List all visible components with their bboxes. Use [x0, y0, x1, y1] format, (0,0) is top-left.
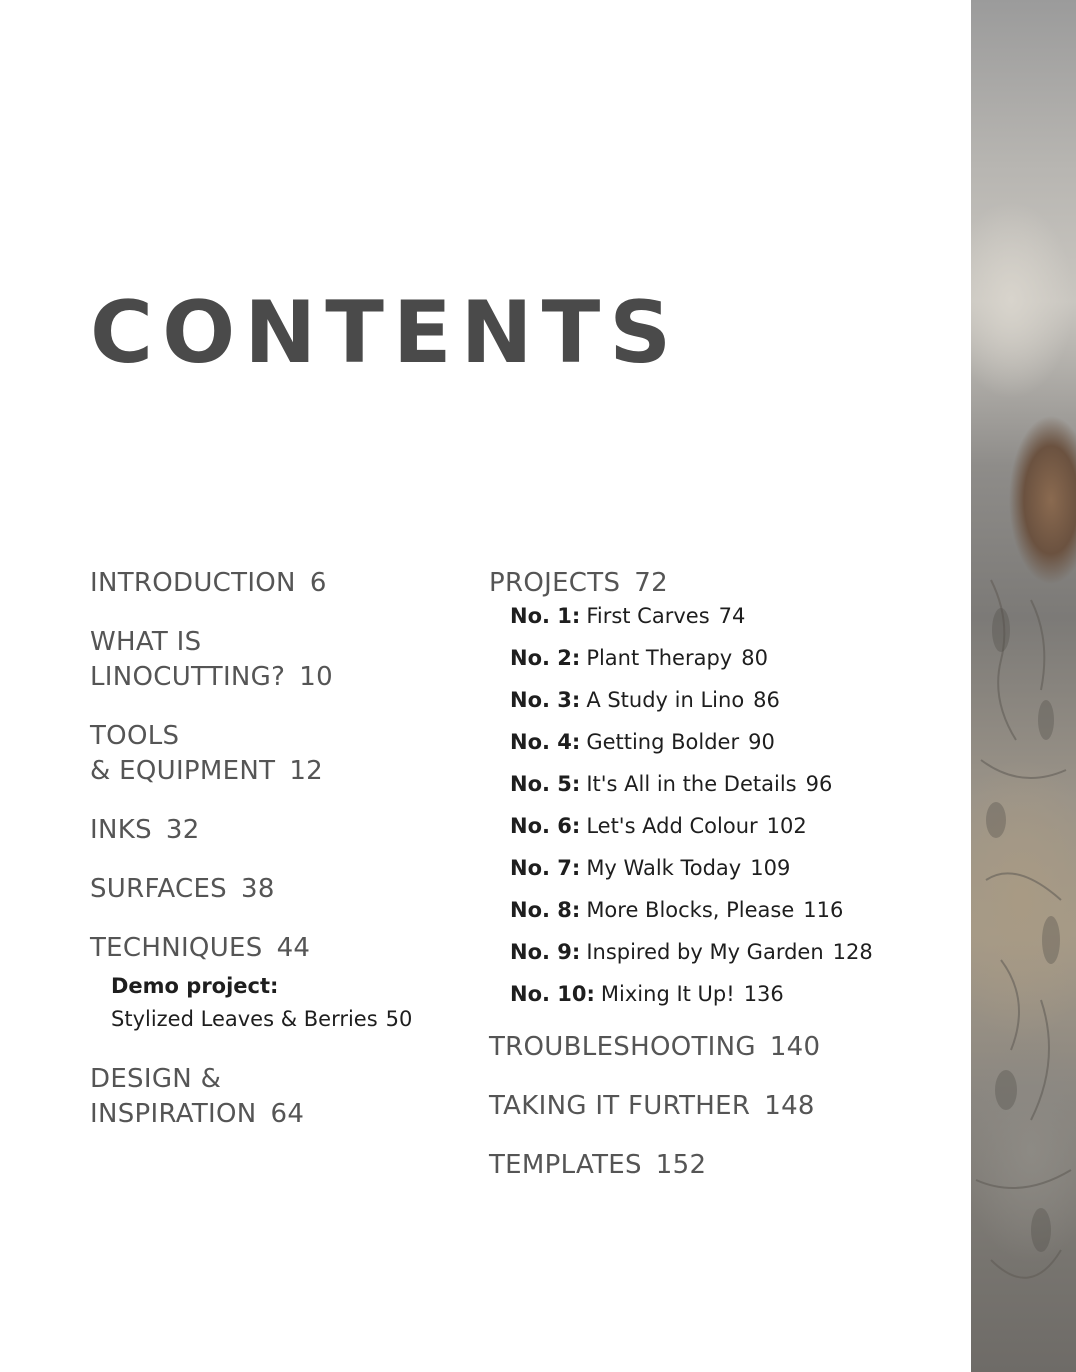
- project-item[interactable]: [510, 847, 949, 889]
- project-item[interactable]: [510, 973, 949, 1015]
- project-number: No. 7:: [510, 856, 581, 880]
- toc-entry-page: 44: [276, 933, 311, 963]
- project-number: No. 2:: [510, 646, 581, 670]
- toc-entry-templates[interactable]: [489, 1148, 949, 1183]
- demo-project-title: Stylized Leaves & Berries: [111, 1007, 378, 1031]
- toc-entry-page: 148: [764, 1091, 815, 1121]
- toc-entry-page: 12: [289, 756, 323, 786]
- toc-entry-page: 10: [299, 662, 333, 692]
- project-page: 136: [743, 982, 784, 1006]
- toc-entry-surfaces[interactable]: [90, 872, 470, 907]
- toc-entry-label: TOOLS: [90, 721, 180, 751]
- project-item[interactable]: [510, 805, 949, 847]
- toc-entry-page: 152: [655, 1150, 707, 1180]
- project-title: Inspired by My Garden: [586, 940, 824, 964]
- project-title: Getting Bolder: [586, 730, 740, 754]
- project-number: No. 3:: [510, 688, 581, 712]
- toc-entry-page: 38: [240, 874, 275, 904]
- project-number: No. 10:: [510, 982, 595, 1006]
- project-number: No. 5:: [510, 772, 581, 796]
- project-page: 90: [748, 730, 775, 754]
- toc-entry-tools-equipment[interactable]: [90, 719, 470, 789]
- demo-project-page: 50: [385, 1007, 413, 1031]
- project-page: 86: [753, 688, 780, 712]
- project-number: No. 6:: [510, 814, 581, 838]
- project-page: 116: [803, 898, 844, 922]
- toc-entry-page: 72: [634, 568, 668, 598]
- project-title: More Blocks, Please: [586, 898, 795, 922]
- toc-entry-label: SURFACES: [90, 874, 227, 904]
- project-item[interactable]: [510, 721, 949, 763]
- contents-left-column: [90, 566, 470, 1132]
- toc-entry-introduction[interactable]: [90, 566, 470, 601]
- project-item[interactable]: [510, 637, 949, 679]
- project-item[interactable]: [510, 931, 949, 973]
- project-page: 128: [832, 940, 873, 964]
- project-title: Plant Therapy: [586, 646, 733, 670]
- toc-entry-label: TROUBLESHOOTING: [489, 1032, 756, 1062]
- project-title: A Study in Lino: [586, 688, 745, 712]
- project-page: 96: [805, 772, 833, 796]
- toc-entry-label: TEMPLATES: [489, 1150, 642, 1180]
- project-list: [510, 595, 949, 1015]
- toc-entry-label: INSPIRATION: [90, 1099, 257, 1129]
- toc-entry-what-is-linocutting[interactable]: [90, 625, 470, 695]
- cover-photo-strip: [971, 0, 1076, 1372]
- toc-entry-inks[interactable]: [90, 813, 470, 848]
- page-title: CONTENTS: [90, 283, 681, 383]
- project-number: No. 1:: [510, 604, 581, 628]
- toc-entry-label: TAKING IT FURTHER: [489, 1091, 751, 1121]
- project-title: First Carves: [586, 604, 710, 628]
- toc-entry-page: 6: [309, 568, 327, 598]
- toc-entry-label: & EQUIPMENT: [90, 756, 276, 786]
- lino-block-texture: [971, 0, 1076, 1372]
- toc-entry-label: INKS: [90, 815, 152, 845]
- toc-entry-page: 32: [165, 815, 200, 845]
- toc-entry-label: INTRODUCTION: [90, 568, 296, 598]
- project-title: Let's Add Colour: [586, 814, 758, 838]
- toc-entry-page: 64: [270, 1099, 305, 1129]
- toc-entry-label: DESIGN &: [90, 1064, 222, 1094]
- project-item[interactable]: [510, 763, 949, 805]
- project-page: 102: [766, 814, 807, 838]
- project-title: It's All in the Details: [586, 772, 797, 796]
- project-item[interactable]: [510, 889, 949, 931]
- project-number: No. 4:: [510, 730, 581, 754]
- project-title: My Walk Today: [586, 856, 742, 880]
- toc-entry-label: WHAT IS: [90, 627, 202, 657]
- toc-entry-troubleshooting[interactable]: [489, 1030, 949, 1065]
- toc-entry-label: TECHNIQUES: [90, 933, 263, 963]
- project-number: No. 9:: [510, 940, 581, 964]
- project-page: 74: [718, 604, 746, 628]
- toc-entry-taking-it-further[interactable]: [489, 1089, 949, 1124]
- project-number: No. 8:: [510, 898, 581, 922]
- toc-demo-project[interactable]: [111, 970, 470, 1036]
- project-item[interactable]: [510, 595, 949, 637]
- toc-entry-label: PROJECTS: [489, 568, 621, 598]
- project-page: 109: [750, 856, 791, 880]
- toc-entry-design-inspiration[interactable]: [90, 1062, 470, 1132]
- project-item[interactable]: [510, 679, 949, 721]
- project-page: 80: [741, 646, 768, 670]
- toc-entry-page: 140: [769, 1032, 821, 1062]
- toc-entry-label: LINOCUTTING?: [90, 662, 286, 692]
- project-title: Mixing It Up!: [600, 982, 735, 1006]
- contents-right-column: [489, 566, 949, 1183]
- demo-project-label: Demo project:: [111, 974, 279, 998]
- toc-entry-techniques[interactable]: [90, 931, 470, 966]
